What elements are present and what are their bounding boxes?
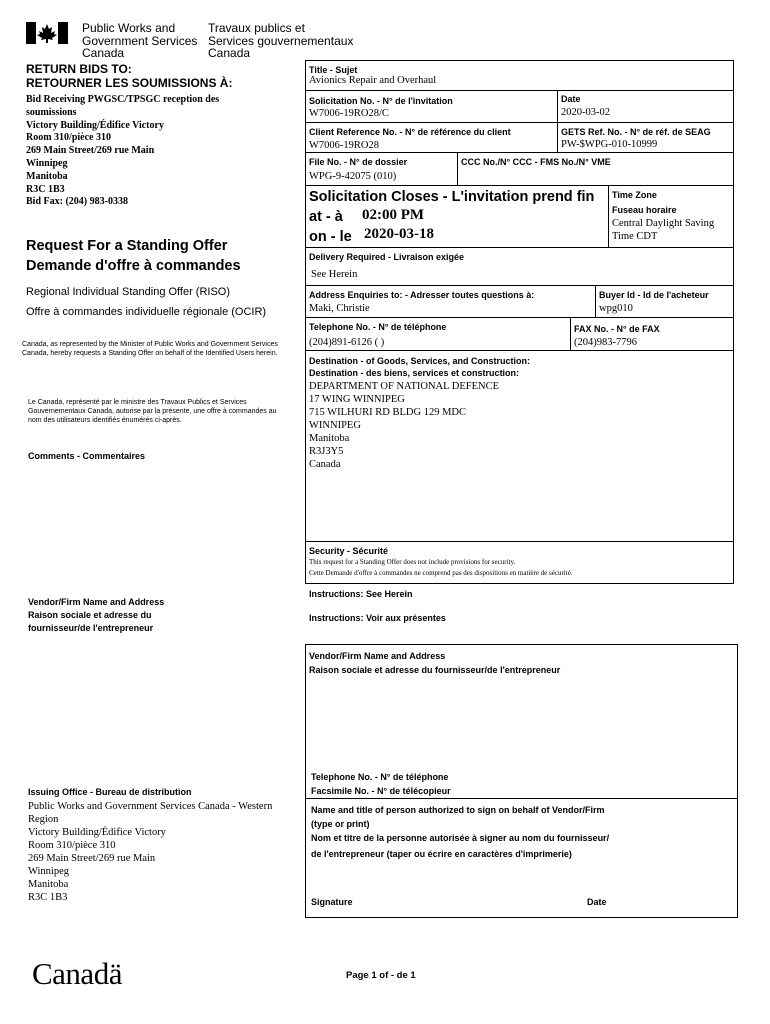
issuing-office-line: Winnipeg: [28, 866, 69, 877]
issuing-office-line: Victory Building/Édifice Victory: [28, 827, 166, 838]
dept-en-line-1: Public Works and: [82, 21, 176, 35]
vendor-box-label-2: Raison sociale et adresse du fournisseur/de l'entrepreneur: [309, 665, 561, 675]
client-ref-label: Client Reference No. - N° de référence du client: [309, 127, 511, 137]
destination-line: R3J3Y5: [309, 446, 344, 457]
security-text-en: This request for a Standing Offer does not include provisions for security.: [309, 558, 516, 566]
fax-label: FAX No. - N° de FAX: [574, 324, 660, 334]
destination-address: [309, 380, 499, 471]
issuing-office-line: Public Works and Government Services Canada - Western: [28, 801, 273, 812]
offer-type-en: Regional Individual Standing Offer (RISO): [26, 286, 231, 298]
department-name-fr: [208, 22, 353, 60]
request-title-en: Request For a Standing Offer: [26, 238, 228, 254]
issuing-office-line: R3C 1B3: [28, 892, 68, 903]
return-bids-line: Victory Building/Édifice Victory: [26, 119, 164, 131]
delivery-label: Delivery Required - Livraison exigée: [309, 252, 465, 262]
signatory-label-2: (type or print): [311, 819, 370, 829]
destination-label-en: Destination - of Goods, Services, and Construction:: [309, 356, 531, 366]
dept-fr-line-2: Services gouvernementaux: [208, 33, 354, 48]
security-label: Security - Sécurité: [309, 546, 389, 556]
date-label: Date: [561, 94, 581, 104]
canada-wordmark: Canadä: [32, 956, 122, 991]
return-bids-line: soumissions: [26, 106, 77, 118]
vendor-left-label-2: Raison sociale et adresse du: [28, 610, 152, 620]
return-bids-line: Manitoba: [26, 170, 68, 182]
enquiries-label: Address Enquiries to: - Adresser toutes questions à:: [309, 290, 535, 300]
telephone-value: (204)891-6126 ( ): [309, 337, 385, 348]
destination-label-fr: Destination - des biens, services et construction:: [309, 368, 520, 378]
signatory-label-1: Name and title of person authorized to sign on behalf of Vendor/Firm: [311, 805, 605, 815]
timezone-value-1: Central Daylight Saving: [612, 218, 715, 229]
bid-fax-line: Bid Fax: (204) 983-0338: [26, 196, 128, 208]
issuing-office-line: Manitoba: [28, 879, 69, 890]
vendor-box-label-1: Vendor/Firm Name and Address: [309, 651, 446, 661]
enquiries-value: Maki, Christie: [309, 303, 370, 314]
department-name-en: [82, 22, 197, 60]
request-title: [26, 236, 241, 276]
solicitation-value: W7006-19RO28/C: [309, 108, 389, 119]
date-value: 2020-03-02: [561, 107, 610, 118]
closes-on-label: on - le: [309, 229, 352, 245]
issuing-office-address: [28, 800, 272, 904]
telephone-label: Telephone No. - N° de téléphone: [309, 322, 447, 332]
page-number: Page 1 of - de 1: [346, 970, 416, 981]
signature-date-label: Date: [587, 897, 607, 907]
return-bids-address: [26, 94, 219, 209]
issuing-office-line: Room 310/pièce 310: [28, 840, 116, 851]
timezone-value-2: Time CDT: [612, 231, 658, 242]
offer-type: [26, 282, 266, 322]
destination-line: WINNIPEG: [309, 420, 361, 431]
return-bids-line: R3C 1B3: [26, 183, 65, 195]
file-label: File No. - N° de dossier: [309, 157, 408, 167]
closes-date-value: 2020-03-18: [364, 226, 434, 242]
security-text-fr: Cette Demande d'offre à commandes ne comprend pas des dispositions en matière de sécurité.: [309, 569, 573, 577]
canada-flag-icon: [26, 22, 68, 44]
return-bids-line: Room 310/pièce 310: [26, 132, 111, 144]
buyer-label: Buyer Id - Id de l'acheteur: [599, 290, 709, 300]
buyer-value: wpg010: [599, 303, 633, 314]
gets-label: GETS Ref. No. - N° de réf. de SEAG: [561, 127, 711, 137]
dept-en-line-2: Government Services: [82, 33, 198, 48]
instructions-fr: Instructions: Voir aux présentes: [309, 613, 446, 623]
destination-line: 715 WILHURI RD BLDG 129 MDC: [309, 407, 467, 418]
client-ref-value: W7006-19RO28: [309, 140, 379, 151]
return-bids-title: [26, 62, 232, 90]
instructions-en: Instructions: See Herein: [309, 589, 413, 599]
request-title-fr: Demande d'offre à commandes: [26, 258, 241, 274]
request-paragraph-fr: Le Canada, représenté par le ministre des Travaux Publics et Services Gouvernementaux Canada, autorise par la présente, une offre à commandes au nom des utilisateurs identifiés énumérés ci-après.: [28, 399, 277, 424]
signatory-label-3: Nom et titre de la personne autorisée à signer au nom du fournisseur/: [311, 833, 610, 843]
issuing-office-line: 269 Main Street/269 rue Main: [28, 853, 156, 864]
vendor-telephone-label: Telephone No. - N° de téléphone: [311, 772, 449, 782]
destination-line: Manitoba: [309, 433, 350, 444]
offer-type-fr: Offre à commandes individuelle régionale (OCIR): [26, 306, 267, 318]
comments-label: Comments - Commentaires: [28, 451, 146, 461]
vendor-name-address-field[interactable]: [309, 680, 734, 766]
issuing-office-label: Issuing Office - Bureau de distribution: [28, 787, 192, 797]
solicitation-label: Solicitation No. - N° de l'invitation: [309, 96, 453, 106]
signature-label: Signature: [311, 897, 353, 907]
signatory-label-4: de l'entrepreneur (taper ou écrire en caractères d'imprimerie): [311, 849, 572, 859]
closes-title: Solicitation Closes - L'invitation prend fin: [309, 189, 595, 205]
vendor-fax-label: Facsimile No. - N° de télécopieur: [311, 786, 451, 796]
return-bids-title-fr: RETOURNER LES SOUMISSIONS À:: [26, 76, 233, 90]
vendor-left-label: [28, 596, 164, 635]
title-label: Title - Sujet: [309, 65, 358, 75]
request-paragraph-en: Canada, as represented by the Minister of Public Works and Government Services Canada, hereby requests a Standing Offer on behalf of the Identified Users herein.: [22, 341, 278, 357]
issuing-office-line: Region: [28, 814, 59, 825]
closes-time-value: 02:00 PM: [362, 207, 425, 223]
return-bids-line: 269 Main Street/269 rue Main: [26, 145, 155, 157]
vendor-left-label-1: Vendor/Firm Name and Address: [28, 597, 165, 607]
ccc-label: CCC No./N° CCC - FMS No./N° VME: [461, 157, 611, 167]
dept-fr-line-1: Travaux publics et: [208, 21, 305, 35]
dept-en-line-3: Canada: [82, 46, 125, 60]
delivery-value: See Herein: [311, 269, 358, 280]
destination-line: 17 WING WINNIPEG: [309, 394, 405, 405]
vendor-left-label-3: fournisseur/de l'entrepreneur: [28, 623, 154, 633]
file-value: WPG-9-42075 (010): [309, 171, 397, 182]
timezone-label-fr: Fuseau horaire: [612, 205, 677, 215]
return-bids-title-en: RETURN BIDS TO:: [26, 62, 132, 76]
gets-value: PW-$WPG-010-10999: [561, 139, 658, 150]
dept-fr-line-3: Canada: [208, 46, 251, 60]
fax-value: (204)983-7796: [574, 337, 637, 348]
timezone-label-en: Time Zone: [612, 190, 657, 200]
destination-line: Canada: [309, 459, 341, 470]
return-bids-line: Winnipeg: [26, 157, 68, 169]
return-bids-line: Bid Receiving PWGSC/TPSGC reception des: [26, 94, 220, 105]
title-value: Avionics Repair and Overhaul: [309, 75, 437, 86]
closes-at-label: at - à: [309, 209, 343, 225]
destination-line: DEPARTMENT OF NATIONAL DEFENCE: [309, 381, 500, 392]
